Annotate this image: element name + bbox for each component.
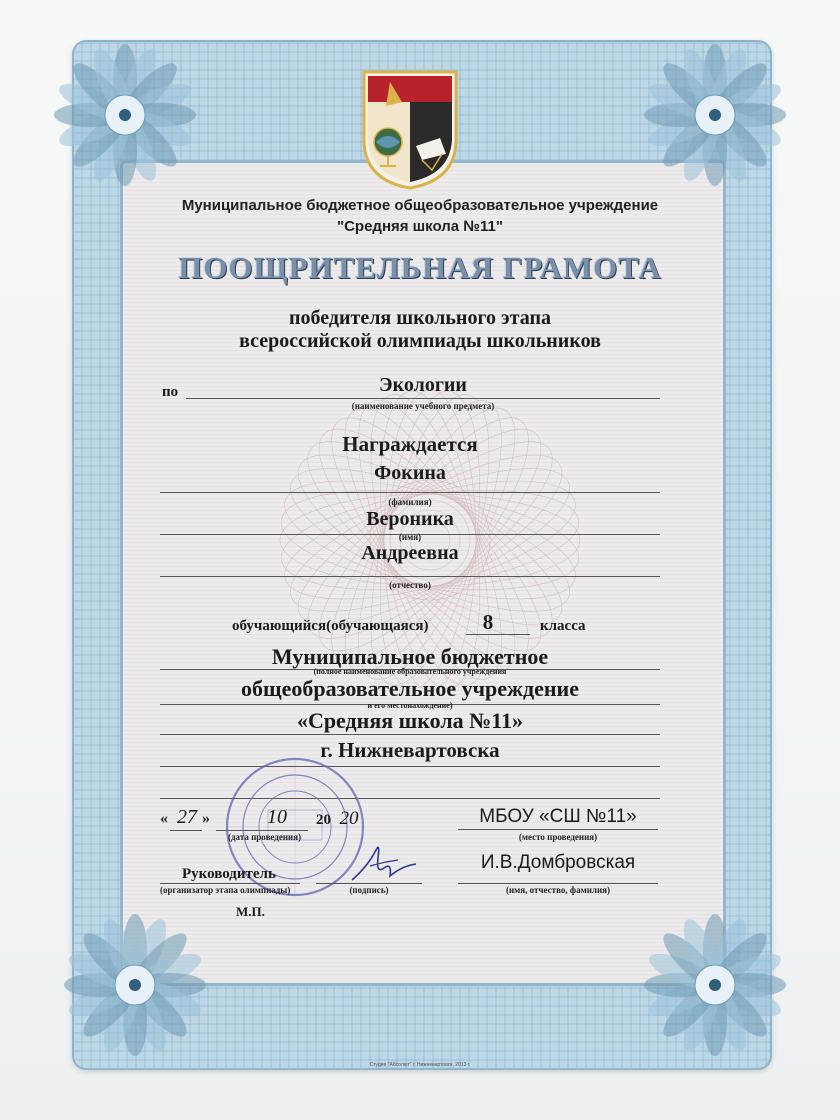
signatory-name-caption: (имя, отчество, фамилия): [505, 885, 611, 895]
date-close-quote: »: [202, 810, 210, 827]
signatory-name-underline: [458, 883, 658, 884]
venue-value: МБОУ «СШ №11»: [479, 806, 637, 827]
signature-role-caption: (организатор этапа олимпиады): [160, 885, 291, 895]
corner-ornament-bottom-left: [60, 910, 210, 1060]
date-year-prefix: 20: [316, 812, 331, 828]
signature-role-underline: [160, 883, 300, 884]
date-month-underline: [216, 830, 308, 831]
subject-value: Экологии: [379, 374, 467, 396]
surname-caption: (фамилия): [388, 497, 432, 507]
award-heading: Награждается: [342, 432, 478, 456]
grade-label: обучающийся(обучающаяся): [232, 618, 429, 634]
grade-value: 8: [482, 610, 494, 634]
corner-ornament-bottom-right: [640, 910, 790, 1060]
surname-underline: [160, 492, 660, 493]
school-caption-2: и его местонахождение): [367, 701, 453, 710]
organization-line-2: "Средняя школа №11": [336, 218, 504, 235]
grade-suffix: класса: [540, 618, 586, 634]
subtitle-line-1: победителя школьного этапа: [288, 307, 551, 329]
venue-underline: [458, 829, 658, 830]
corner-ornament-top-right: [640, 40, 790, 190]
school-line-3: «Средняя школа №11»: [296, 708, 524, 733]
patronymic-underline: [160, 576, 660, 577]
school-crest-icon: [350, 62, 470, 192]
signatory-name: И.В.Домбровская: [480, 852, 636, 873]
school-line-1: Муниципальное бюджетное: [271, 644, 549, 669]
subject-prefix: по: [162, 384, 179, 400]
organization-line-1: Муниципальное бюджетное общеобразовательное учреждение: [181, 197, 659, 214]
handwritten-signature: [346, 836, 422, 892]
first-name-caption: (имя): [398, 532, 422, 542]
date-day: 27: [177, 806, 197, 828]
school-underline-3: [160, 734, 660, 735]
signature-role: Руководитель: [182, 866, 276, 882]
venue-caption: (место проведения): [518, 832, 598, 842]
seal-place: М.П.: [236, 904, 265, 919]
studio-footer: Студия "Абсолют" г. Нижневартовск, 2013 г.: [369, 1062, 471, 1068]
signature-caption: (подпись): [349, 885, 389, 895]
first-name-value: Вероника: [366, 508, 454, 530]
subject-underline: [186, 398, 660, 399]
school-caption-1: (полное наименование образовательного учреждения: [313, 667, 507, 676]
subtitle-line-2: всероссийской олимпиады школьников: [239, 330, 601, 352]
subject-caption: (наименование учебного предмета): [351, 401, 495, 411]
surname-value: Фокина: [374, 462, 446, 484]
date-month: 10: [267, 806, 287, 828]
patronymic-value: Андреевна: [361, 542, 459, 564]
date-year-suffix: 20: [339, 808, 359, 829]
date-caption: (дата проведения): [228, 832, 302, 842]
school-line-2: общеобразовательное учреждение: [241, 676, 579, 701]
corner-ornament-top-left: [50, 40, 200, 190]
certificate-title: ПООЩРИТЕЛЬНАЯ ГРАМОТА: [178, 250, 662, 285]
date-day-underline: [170, 830, 202, 831]
patronymic-caption: (отчество): [389, 580, 431, 590]
date-open-quote: «: [160, 810, 168, 827]
school-line-4: г. Нижневартовска: [320, 738, 500, 762]
